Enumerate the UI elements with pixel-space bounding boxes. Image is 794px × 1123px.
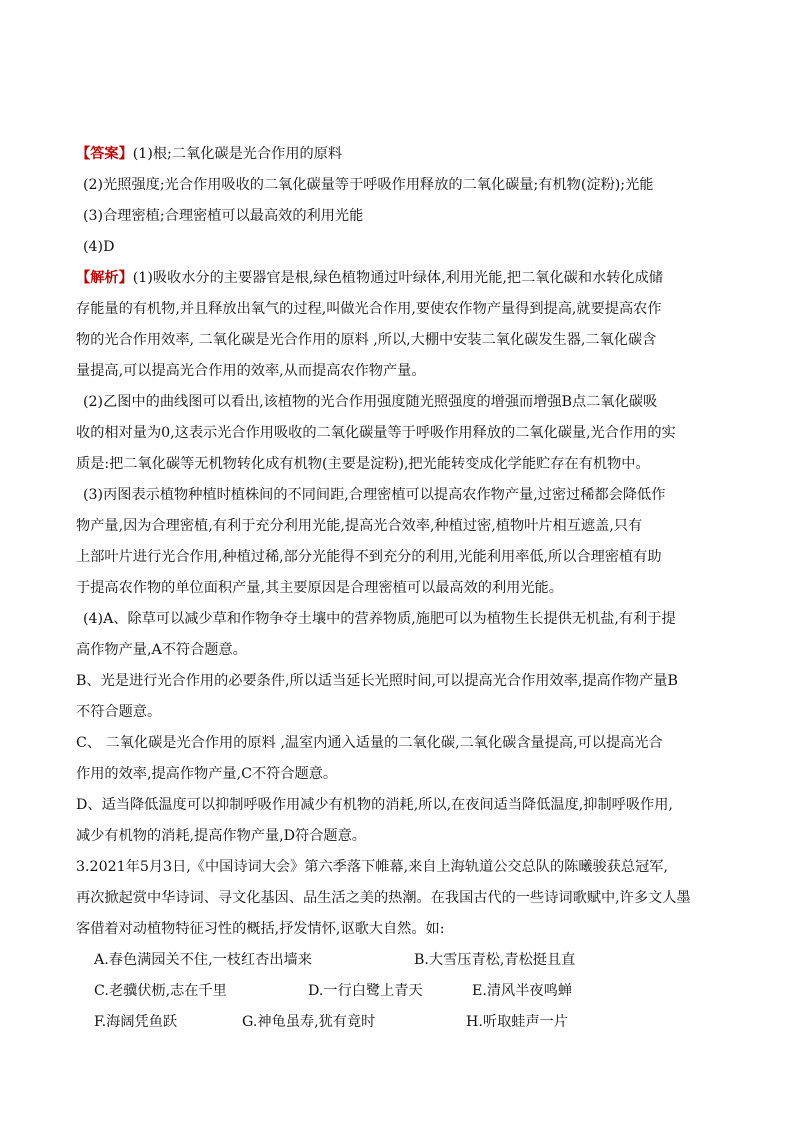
option-c: C.老骥伏枥,志在千里: [94, 983, 227, 999]
question-3-stem-line: 3.2021年5月3日,《中国诗词大会》第六季落下帷幕,来自上海轨道公交总队的陈曦骏获总冠军,: [76, 859, 668, 875]
options-row-2: [76, 981, 736, 1012]
analysis-line: 物的光合作用效率, 二氧化碳是光合作用的原料 ,所以,大棚中安装二氧化碳发生器,二氧化碳含: [76, 332, 657, 348]
analysis-line: 不符合题意。: [76, 704, 162, 720]
answer-label: 【答案】: [76, 146, 133, 162]
analysis-line: B、光是进行光合作用的必要条件,所以适当延长光照时间,可以提高光合作用效率,提高作物产量B: [76, 673, 678, 689]
analysis-line: (2)乙图中的曲线图可以看出,该植物的光合作用强度随光照强度的增强而增强B点二氧化碳吸: [83, 394, 658, 410]
analysis-line: 物产量,因为合理密植,有利于充分利用光能,提高光合效率,种植过密,植物叶片相互遮盖,只有: [76, 518, 643, 534]
analysis-line: 存能量的有机物,并且释放出氧气的过程,叫做光合作用,要使农作物产量得到提高,就要提高农作: [76, 301, 662, 317]
option-b: B.大雪压青松,青松挺且直: [414, 952, 576, 968]
option-g: G.神龟虽寿,犹有竟时: [242, 1014, 376, 1030]
answer-line-1: 【答案】(1)根;二氧化碳是光合作用的原料: [76, 146, 343, 162]
analysis-line: (4)A、除草可以减少草和作物争夺土壤中的营养物质,施肥可以为植物生长提供无机盐,有利于提: [83, 611, 676, 627]
option-h: H.听取蛙声一片: [466, 1014, 569, 1030]
analysis-line: 减少有机物的消耗,提高作物产量,D符合题意。: [76, 828, 366, 844]
question-3-stem-line: 客借着对动植物特征习性的概括,抒发情怀,讴歌大自然。如:: [76, 921, 445, 937]
question-3-stem-line: 再次掀起赏中华诗词、寻文化基因、品生活之美的热潮。在我国古代的一些诗词歌赋中,许多文人墨: [76, 890, 691, 906]
analysis-line-1: 【解析】(1)吸收水分的主要器官是根,绿色植物通过叶绿体,利用光能,把二氧化碳和水转化成储: [76, 270, 663, 286]
analysis-line: C、 二氧化碳是光合作用的原料 ,温室内通入适量的二氧化碳,二氧化碳含量提高,可以提高光合: [76, 735, 663, 751]
analysis-line: D、适当降低温度可以抑制呼吸作用减少有机物的消耗,所以,在夜间适当降低温度,抑制呼吸作用,: [76, 797, 673, 813]
analysis-line: 收的相对量为0,这表示光合作用吸收的二氧化碳量等于呼吸作用释放的二氧化碳量,光合作用的实: [76, 425, 676, 441]
answer-line-4: (4)D: [83, 239, 115, 255]
options-row-1: [76, 950, 736, 981]
analysis-line: 质是:把二氧化碳等无机物转化成有机物(主要是淀粉),把光能转变成化学能贮存在有机物中。: [76, 456, 650, 472]
analysis-label: 【解析】: [76, 270, 133, 286]
answer-line-2: (2)光照强度;光合作用吸收的二氧化碳量等于呼吸作用释放的二氧化碳量;有机物(淀粉);光能: [83, 177, 654, 193]
option-a: A.春色满园关不住,一枝红杏出墙来: [94, 952, 312, 968]
option-f: F.海阔凭鱼跃: [94, 1014, 178, 1030]
options-row-3: [76, 1012, 736, 1043]
analysis-line: 于提高农作物的单位面积产量,其主要原因是合理密植可以最高效的利用光能。: [76, 580, 563, 596]
option-d: D.一行白鹭上青天: [308, 983, 423, 999]
analysis-line: (3)丙图表示植物种植时植株间的不同间距,合理密植可以提高农作物产量,过密过稀都会降低作: [83, 487, 666, 503]
analysis-line: 量提高,可以提高光合作用的效率,从而提高农作物产量。: [76, 363, 426, 379]
answer-line-3: (3)合理密植;合理密植可以最高效的利用光能: [83, 208, 364, 224]
analysis-line: 高作物产量,A不符合题意。: [76, 642, 247, 658]
option-e: E.清风半夜鸣蝉: [472, 983, 572, 999]
analysis-line: 作用的效率,提高作物产量,C不符合题意。: [76, 766, 338, 782]
analysis-line: 上部叶片进行光合作用,种植过稀,部分光能得不到充分的利用,光能利用率低,所以合理密植有助: [76, 549, 662, 565]
content-area: [76, 144, 736, 1043]
